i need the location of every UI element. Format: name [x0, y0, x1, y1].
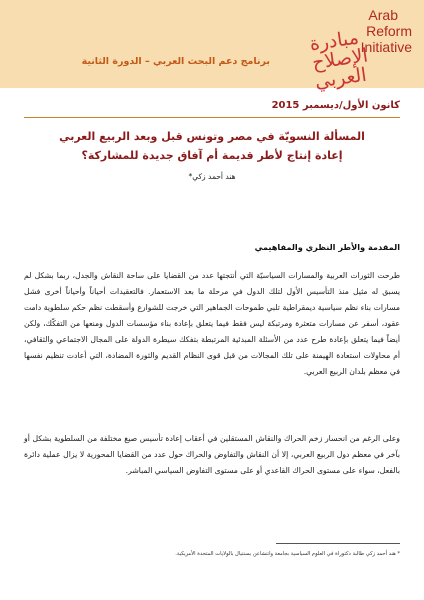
body-paragraph-2: وعلى الرغم من انحسار زخم الحراك والنقاش المستقلين في أعقاب إعادة تأسيس صيغ مختلفة من السلطوية بشكل أو بآخر في معظم دول الربيع العربي، إلا أن النقاش والتفاوض والحراك حول عدد من القضايا المحورية لا يزال عملية دائرة بالفعل، سواء على مستوى الحراك القاعدي أو على مستوى التفاوض السياسي المباشر.: [24, 434, 400, 475]
document-title-line-2: إعادة إنتاج لأطر قديمة أم آفاق جديدة للمشاركة؟: [81, 149, 343, 162]
logo-arabic-text: مبادرة الإصلاح العربي: [308, 26, 370, 93]
publication-date: كانون الأول/ديسمبر 2015: [271, 100, 400, 111]
footnote: * هند أحمد زكي طالبة دكتوراة في العلوم السياسية بجامعة وانتشاعن بسنتيال بالولايات المتحدة الأمريكية.: [175, 551, 400, 557]
logo-text-reform: Reform: [366, 23, 412, 39]
body-paragraph-1: طرحت الثورات العربية والمسارات السياسيّة التي أنتجتها عدد من القضايا على ساحة النقاش والجدل، ربما بشكل لم يسبق له مثيل منذ التأسيس الأول لتلك الدول في مرحلة ما بعد الاستعمار. فالتعقيدات أحياناً وأحياناً أخرى فشل مسارات بناء نظم سياسية ديمقراطية تلبي طموحات الجماهير التي خرجت للشوارع وأسقطت نظم حكم سلطوية دامت عقود، أسفر عن مسارات متعثرة ومرتبكة ليس فقط فيما يتعلق بإعادة بناء مؤسسات الدول ومنعها من التفكّك، ولكن أيضاً فيما يتعلق بإعادة طرح عدد من الأسئلة المبدئية المرتبطة بتفكك سيطرة الدولة على المجال الاجتماعي والثقافي، أم محاولات استعادة الهيمنة على تلك المجالات من قبل قوى النظام القديم والثورة المضادة، التي أعادت تنظيم نفسها في معظم بلدان الربيع العربي.: [24, 271, 400, 376]
arab-reform-initiative-logo: [304, 6, 414, 93]
footnote-divider: [276, 543, 400, 544]
program-name: برنامج دعم البحث العربي – الدورة الثانية: [81, 56, 270, 67]
document-title-line-1: المسألة النسويّة في مصر وتونس قبل وبعد الربيع العربي: [59, 130, 365, 143]
divider-line: [24, 117, 400, 118]
logo-text-initiative: Initiative: [360, 39, 412, 55]
header-band: [0, 0, 424, 93]
section-heading: المقدمة والأطر النظري والمفاهيمي: [254, 242, 400, 252]
author-name: هند أحمد زكي*: [188, 172, 236, 181]
logo-text-arab: Arab: [368, 7, 398, 23]
